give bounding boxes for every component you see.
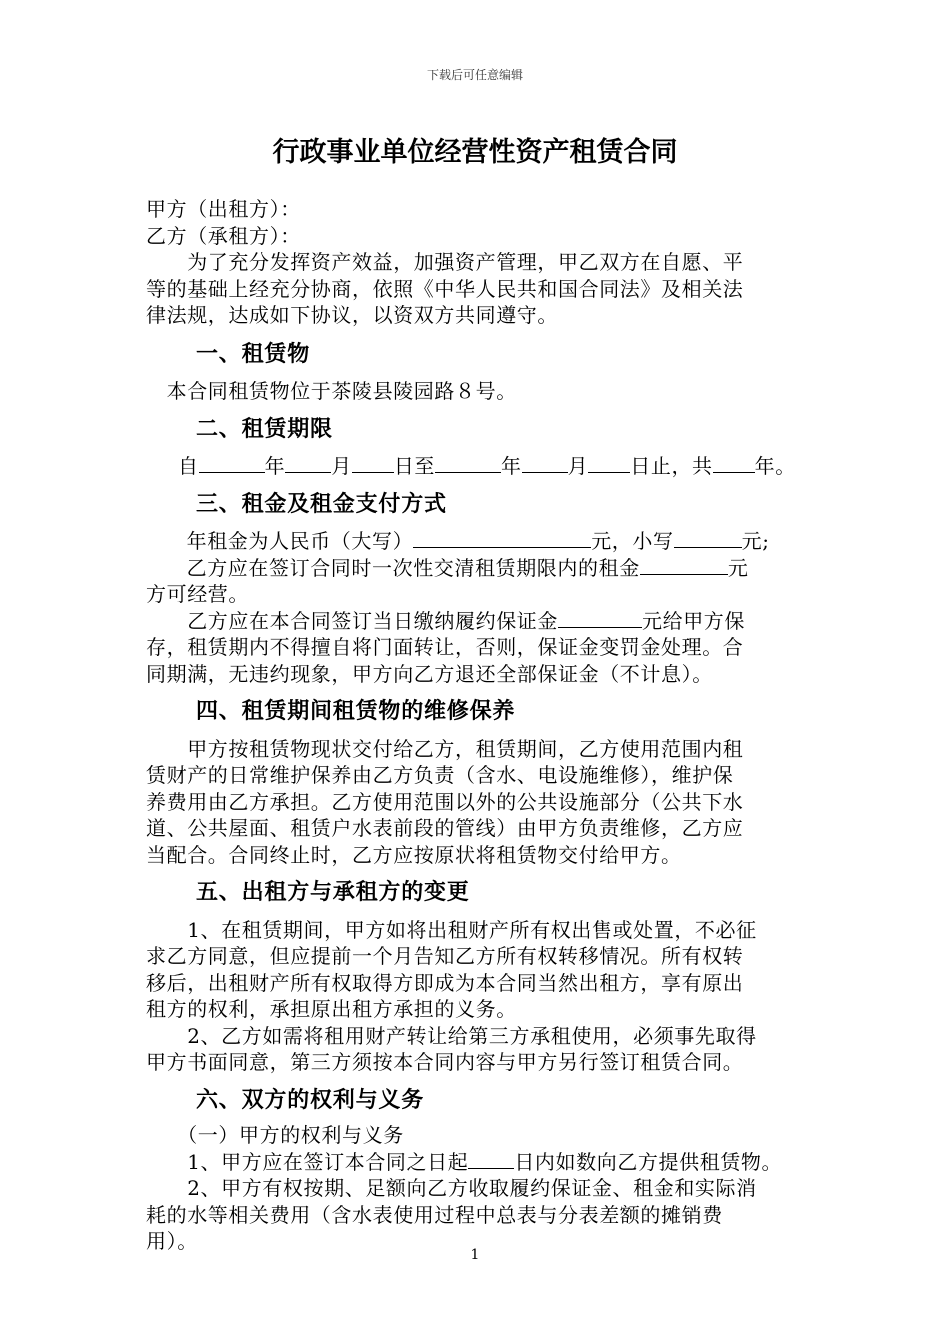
- paragraph-line: 甲方书面同意，第三方须按本合同内容与甲方另行签订租赁合同。: [146, 1050, 744, 1074]
- paragraph-line: 租方的权利，承担原出租方承担的义务。: [146, 997, 517, 1021]
- blank-field[interactable]: [713, 453, 755, 473]
- section-heading-6: 六、双方的权利与义务: [196, 1087, 425, 1113]
- deposit-line: 同期满，无违约现象，甲方向乙方退还全部保证金（不计息）。: [146, 661, 713, 686]
- paragraph-line: 赁财产的日常维护保养由乙方负责（含水、电设施维修），维护保: [146, 763, 734, 787]
- header-note: 下载后可任意编辑: [426, 68, 523, 82]
- paragraph-line: 养费用由乙方承担。乙方使用范围以外的公共设施部分（公共下水: [146, 789, 744, 814]
- blank-field[interactable]: [285, 453, 331, 473]
- section-heading-4: 四、租赁期间租赁物的维修保养: [196, 699, 516, 724]
- lease-term-line: 自 年 月 日至 年 月 日止，共 年。: [178, 454, 796, 478]
- contract-body: [146, 196, 818, 1255]
- paragraph-line: 当配合。合同终止时，乙方应按原状将租赁物交付给甲方。: [146, 842, 682, 867]
- rent-payment-line: 乙方应在签订合同时一次性交清租赁期限内的租金 元: [166, 555, 749, 580]
- blank-field[interactable]: [640, 555, 728, 575]
- document-title: 行政事业单位经营性资产租赁合同: [272, 137, 678, 168]
- rent-payment-line: 方可经营。: [146, 582, 249, 606]
- paragraph-line: 道、公共屋面、租赁户水表前段的管线）由甲方负责维修，乙方应: [146, 816, 744, 840]
- paragraph-line: 移后，出租财产所有权取得方即成为本合同当然出租方，享有原出: [146, 970, 744, 995]
- rent-line: 年租金为人民币（大写） 元，小写 元;: [166, 529, 770, 553]
- page-number: 1: [470, 1247, 480, 1263]
- blank-field[interactable]: [674, 528, 742, 548]
- intro-line: 为了充分发挥资产效益，加强资产管理，甲乙双方在自愿、平: [146, 250, 744, 274]
- paragraph-line: 耗的水等相关费用（含水表使用过程中总表与分表差额的摊销费: [146, 1202, 723, 1227]
- obligation-line: 1、甲方应在签订本合同之日起 日内如数向乙方提供租赁物。: [146, 1149, 783, 1174]
- blank-field[interactable]: [199, 453, 265, 473]
- section-heading-2: 二、租赁期限: [196, 416, 333, 442]
- paragraph-line: 2、甲方有权按期、足额向乙方收取履约保证金、租金和实际消: [146, 1176, 757, 1200]
- paragraph-line: 1、在租赁期间，甲方如将出租财产所有权出售或处置，不必征: [146, 917, 757, 942]
- deposit-line: 乙方应在本合同签订当日缴纳履约保证金 元给甲方保: [146, 608, 745, 633]
- section-heading-3: 三、租金及租金支付方式: [196, 491, 447, 517]
- blank-field[interactable]: [435, 453, 501, 473]
- blank-field[interactable]: [468, 1149, 514, 1169]
- paragraph-line: 求乙方同意，但应提前一个月告知乙方所有权转移情况。所有权转: [146, 944, 744, 968]
- subsection-heading: （一）甲方的权利与义务: [146, 1123, 404, 1147]
- blank-field[interactable]: [522, 453, 568, 473]
- intro-line: 等的基础上经充分协商，依照《中华人民共和国合同法》及相关法: [146, 276, 744, 301]
- blank-field[interactable]: [413, 528, 591, 548]
- paragraph-line: 甲方按租赁物现状交付给乙方，租赁期间，乙方使用范围内租: [146, 736, 744, 761]
- section-1-text: 本合同租赁物位于茶陵县陵园路８号。: [146, 379, 517, 403]
- blank-field[interactable]: [558, 608, 642, 628]
- blank-field[interactable]: [352, 453, 394, 473]
- paragraph-line: 2、乙方如需将租用财产转让给第三方承租使用，必须事先取得: [146, 1023, 757, 1048]
- section-heading-1: 一、租赁物: [196, 341, 311, 367]
- intro-line: 律法规，达成如下协议，以资双方共同遵守。: [146, 303, 558, 327]
- section-heading-5: 五、出租方与承租方的变更: [196, 880, 470, 905]
- party-b-line: 乙方（承租方）：: [146, 223, 301, 248]
- blank-field[interactable]: [588, 453, 630, 473]
- party-a-line: 甲方（出租方）：: [146, 197, 301, 221]
- deposit-line: 存，租赁期内不得擅自将门面转让，否则，保证金变罚金处理。合: [146, 635, 744, 659]
- paragraph-line: 用）。: [146, 1229, 198, 1253]
